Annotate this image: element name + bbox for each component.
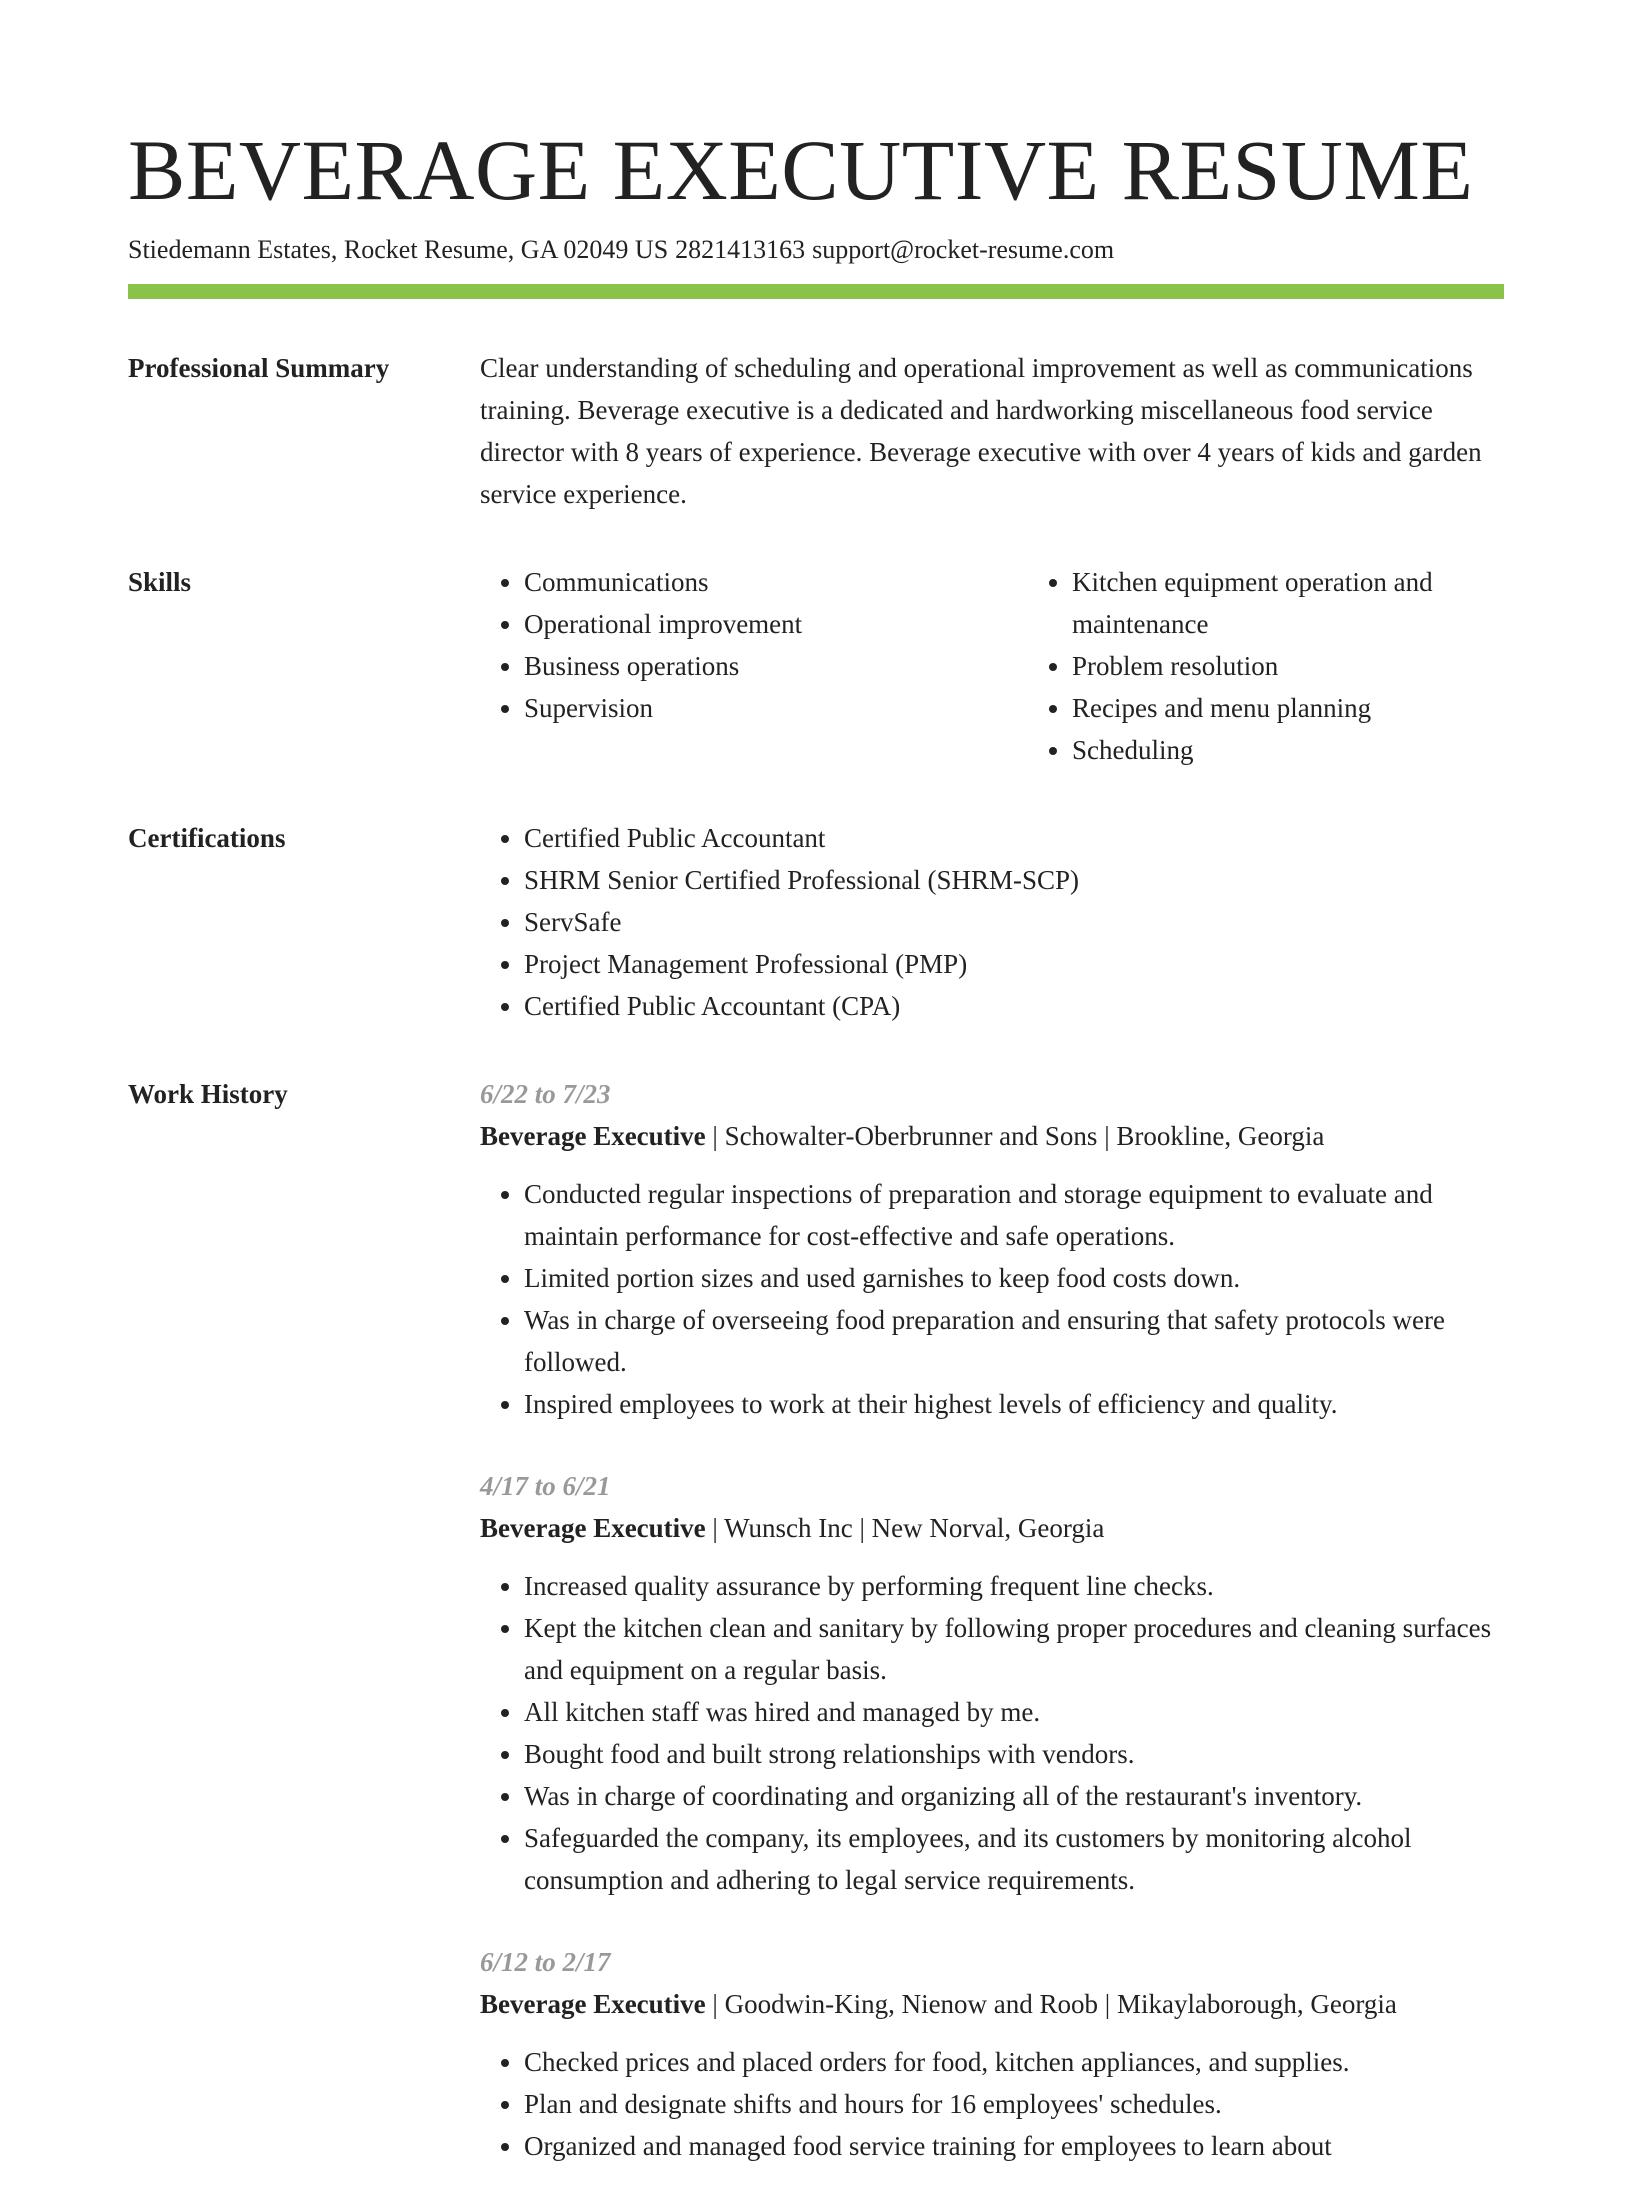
job-bullet: • Checked prices and placed orders for food, kitchen appliances, and supplies. (524, 2041, 1504, 2083)
certifications-section (128, 817, 1504, 1027)
job-location: Brookline, Georgia (1116, 1121, 1325, 1151)
job-bullet: • Organized and managed food service training for employees to learn about (524, 2125, 1504, 2167)
summary-text: Clear understanding of scheduling and operational improvement as well as communications training. Beverage executive is a dedicated and hardworking miscellaneous food service director with 8 years of experience. Beverage executive with over 4 years of kids and garden service experience. (480, 353, 1482, 509)
job-entry (480, 1941, 1504, 2167)
phone: 2821413163 (675, 235, 806, 264)
summary-heading: Professional Summary (128, 353, 390, 383)
job-bullet: • Increased quality assurance by performing frequent line checks. (524, 1565, 1504, 1607)
job-bullet: • Limited portion sizes and used garnishes to keep food costs down. (524, 1257, 1504, 1299)
job-company: Schowalter-Oberbrunner and Sons (724, 1121, 1098, 1151)
job-bullet: • Was in charge of coordinating and organizing all of the restaurant's inventory. (524, 1775, 1504, 1817)
job-dates: 6/22 to 7/23 (480, 1079, 611, 1109)
job-bullet: • Was in charge of overseeing food preparation and ensuring that safety protocols were followed. (524, 1299, 1504, 1383)
skill-item: • Communications (524, 561, 984, 603)
job-heading: Beverage Executive | Schowalter-Oberbrunner and Sons | Brookline, Georgia (480, 1121, 1325, 1151)
certification-item: • SHRM Senior Certified Professional (SHRM-SCP) (524, 859, 1504, 901)
job-bullet: • Plan and designate shifts and hours for 16 employees' schedules. (524, 2083, 1504, 2125)
certification-item: • Project Management Professional (PMP) (524, 943, 1504, 985)
header-divider (128, 284, 1504, 299)
skill-item: • Scheduling (1072, 729, 1532, 771)
job-dates: 4/17 to 6/21 (480, 1471, 611, 1501)
job-company: Wunsch Inc (724, 1513, 853, 1543)
job-bullets (480, 1565, 1504, 1901)
job-bullet: • Bought food and built strong relationships with vendors. (524, 1733, 1504, 1775)
summary-section (128, 347, 1504, 515)
skills-section (128, 561, 1504, 771)
certification-item: • ServSafe (524, 901, 1504, 943)
skill-item: • Problem resolution (1072, 645, 1532, 687)
skill-item: • Supervision (524, 687, 984, 729)
job-entry (480, 1073, 1504, 1425)
job-heading: Beverage Executive | Wunsch Inc | New Norval, Georgia (480, 1513, 1105, 1543)
certifications-heading: Certifications (128, 823, 286, 853)
skill-item: • Kitchen equipment operation and maintenance (1072, 561, 1532, 645)
job-entry (480, 1465, 1504, 1901)
skill-item: • Business operations (524, 645, 984, 687)
skill-item: • Recipes and menu planning (1072, 687, 1532, 729)
resume-page (128, 120, 1504, 2207)
certification-item: • Certified Public Accountant (524, 817, 1504, 859)
job-location: Mikaylaborough, Georgia (1116, 1989, 1397, 2019)
skill-item: • Operational improvement (524, 603, 984, 645)
contact-line (128, 232, 1504, 268)
job-bullets (480, 1173, 1504, 1425)
job-title: Beverage Executive (480, 1513, 706, 1543)
work-history-section (128, 1073, 1504, 2207)
skills-list-left (480, 561, 984, 771)
job-bullet: • Inspired employees to work at their highest levels of efficiency and quality. (524, 1383, 1504, 1425)
job-dates: 6/12 to 2/17 (480, 1947, 611, 1977)
job-location: New Norval, Georgia (871, 1513, 1105, 1543)
job-title: Beverage Executive (480, 1989, 706, 2019)
job-heading: Beverage Executive | Goodwin-King, Nienow and Roob | Mikaylaborough, Georgia (480, 1989, 1397, 2019)
job-bullets (480, 2041, 1504, 2167)
address: Stiedemann Estates, Rocket Resume, GA 02049 US (128, 235, 669, 264)
job-company: Goodwin-King, Nienow and Roob (724, 1989, 1099, 2019)
job-title: Beverage Executive (480, 1121, 706, 1151)
job-bullet: • Conducted regular inspections of preparation and storage equipment to evaluate and maintain performance for cost-effective and safe operations. (524, 1173, 1504, 1257)
job-bullet: • Kept the kitchen clean and sanitary by following proper procedures and cleaning surfaces and equipment on a regular basis. (524, 1607, 1504, 1691)
skills-heading: Skills (128, 567, 192, 597)
resume-title: BEVERAGE EXECUTIVE RESUME (128, 122, 1474, 218)
email: support@rocket-resume.com (812, 235, 1115, 264)
job-bullet: • Safeguarded the company, its employees, and its customers by monitoring alcohol consumption and adhering to legal service requirements. (524, 1817, 1504, 1901)
skills-list-right (1028, 561, 1532, 771)
work-history-heading: Work History (128, 1079, 288, 1109)
job-bullet: • All kitchen staff was hired and managed by me. (524, 1691, 1504, 1733)
certifications-list (480, 817, 1504, 1027)
certification-item: • Certified Public Accountant (CPA) (524, 985, 1504, 1027)
